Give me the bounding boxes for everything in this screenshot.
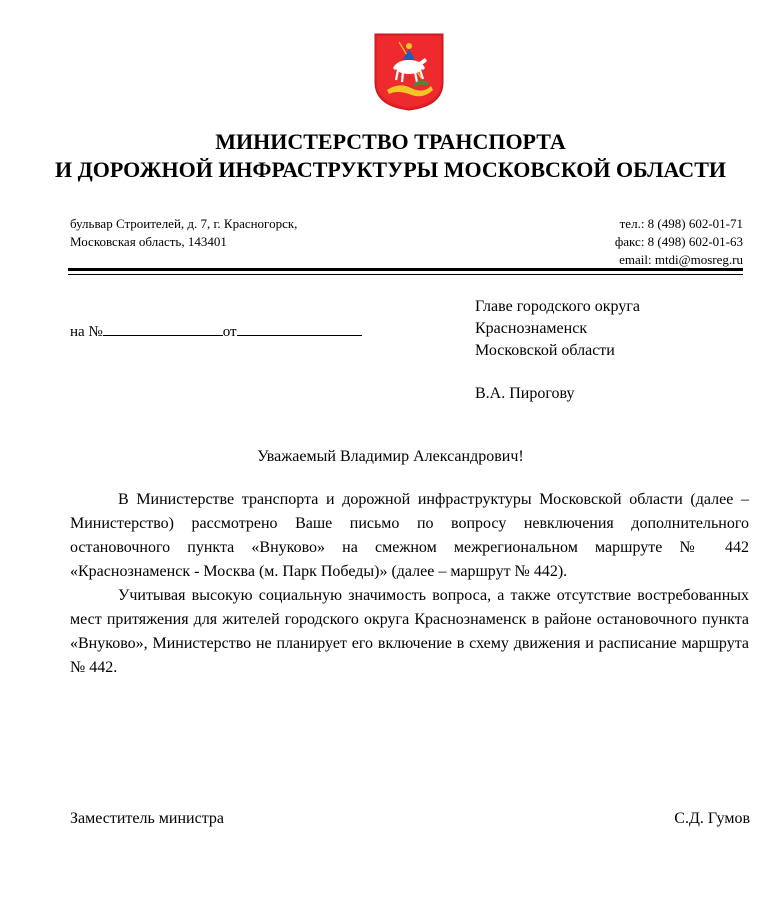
reference-number-label: на № xyxy=(70,324,103,340)
phone-number: тел.: 8 (498) 602-01-71 xyxy=(619,216,743,231)
contact-block xyxy=(615,215,743,269)
ministry-title-line1: МИНИСТЕРСТВО ТРАНСПОРТА xyxy=(215,129,566,154)
address-line-2: Московская область, 143401 xyxy=(70,234,227,249)
body-paragraph-2: Учитывая высокую социальную значимость вопроса, а также отсутствие востребованных мест притяжения для жителей городского округа Краснознаменск в районе остановочного пункта «Внуково», Министерство не планирует его включение в схему движения и расписание маршрута № 442. xyxy=(70,587,749,676)
recipient-person: В.А. Пирогову xyxy=(475,385,575,402)
postal-address xyxy=(70,215,297,251)
recipient-line-3: Московской области xyxy=(475,342,615,359)
recipient-block xyxy=(475,296,640,405)
signatory-role: Заместитель министра xyxy=(70,810,224,827)
recipient-line-2: Краснознаменск xyxy=(475,320,588,337)
header-divider-thick xyxy=(68,268,743,271)
letter-body xyxy=(70,488,749,680)
address-line-1: бульвар Строителей, д. 7, г. Красногорск, xyxy=(70,216,298,231)
reference-date-blank xyxy=(237,321,362,336)
moscow-oblast-coat-of-arms-icon xyxy=(373,32,445,112)
reference-date-label: от xyxy=(222,324,237,340)
salutation: Уважаемый Владимир Александрович! xyxy=(257,448,524,465)
email-address: email: mtdi@mosreg.ru xyxy=(619,252,743,267)
body-paragraph-1: В Министерстве транспорта и дорожной инфраструктуры Московской области (далее – Министерство) рассмотрено Ваше письмо по вопросу невключения дополнительного остановочного пункта «Внуково» на смежном межрегиональном маршруте № 442 «Краснознаменск - Москва (м. Парк Победы)» (далее – маршрут № 442). xyxy=(70,491,749,580)
ministry-title-line2: И ДОРОЖНОЙ ИНФРАСТРУКТУРЫ МОСКОВСКОЙ ОБЛАСТИ xyxy=(55,157,726,182)
signatory-name: С.Д. Гумов xyxy=(674,810,750,827)
header-divider-thin xyxy=(68,274,743,275)
fax-number: факс: 8 (498) 602-01-63 xyxy=(614,234,743,249)
recipient-line-1: Главе городского округа xyxy=(475,298,640,315)
reference-number-blank xyxy=(103,321,223,336)
reference-line xyxy=(70,321,362,341)
